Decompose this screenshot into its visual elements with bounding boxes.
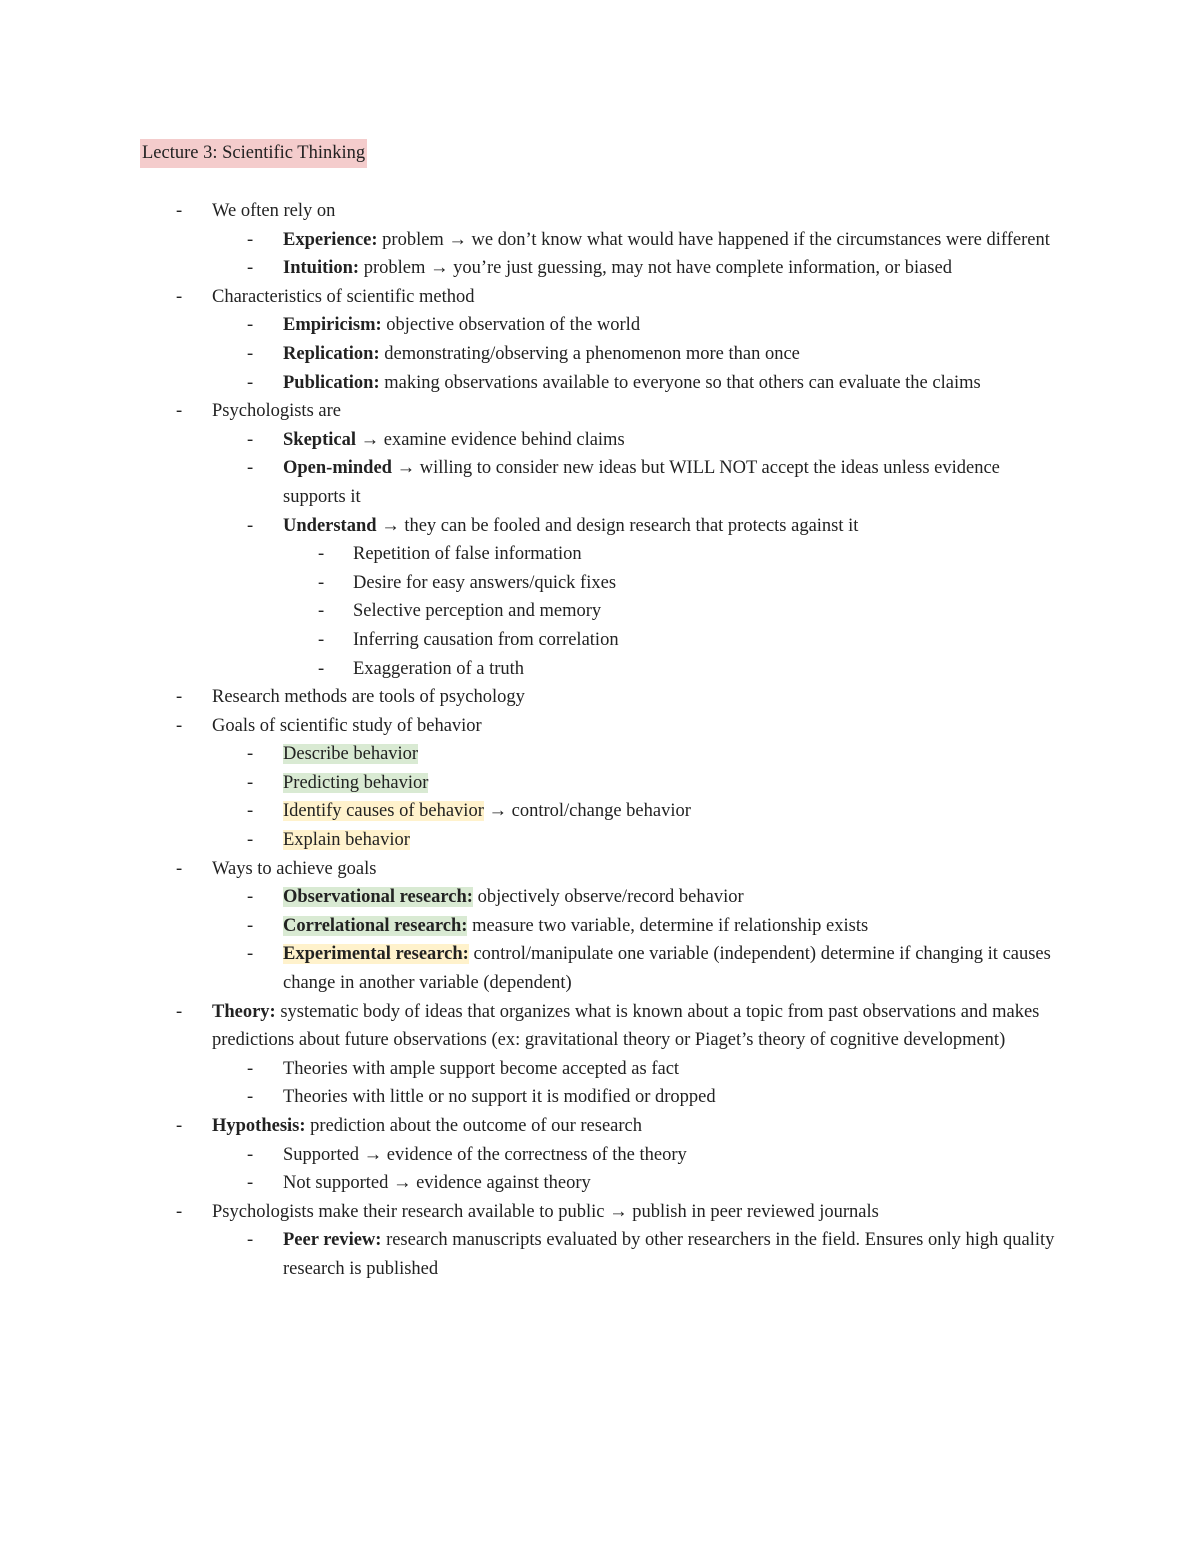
term-label: Observational research:: [283, 887, 473, 908]
bullet-dash: -: [318, 658, 325, 679]
item-text: → examine evidence behind claims: [355, 429, 625, 450]
outline-item-level-2: [0, 1169, 1200, 1198]
term-label: Intuition:: [283, 258, 360, 279]
term-label: Open-minded: [283, 458, 392, 479]
outline-item-level-2: [0, 311, 1200, 340]
outline-item-level-2: [0, 797, 1200, 826]
outline-item-level-1: [0, 998, 1200, 1055]
item-text: Goals of scientific study of behavior: [212, 715, 482, 736]
bullet-dash: -: [247, 887, 254, 908]
outline-item-level-1: [0, 1198, 1200, 1227]
outline-item-level-2: [0, 454, 1200, 511]
item-text: problem → you’re just guessing, may not have complete information, or biased: [359, 258, 952, 279]
highlighted-text: Identify causes of behavior: [283, 801, 484, 822]
item-text: prediction about the outcome of our research: [305, 1116, 643, 1136]
outline-item-level-1: [0, 855, 1200, 884]
outline-item-level-2: [0, 512, 1200, 541]
outline-item-level-2: [0, 1055, 1200, 1084]
item-text: Theories with little or no support it is modified or dropped: [283, 1087, 716, 1108]
item-text: research manuscripts evaluated by other researchers in the field. Ensures only high quality research is published: [283, 1230, 1055, 1279]
item-text: control/manipulate one variable (independent) determine if changing it causes change in another variable (dependent): [283, 944, 1051, 994]
outline-item-level-2: [0, 883, 1200, 912]
bullet-dash: -: [247, 830, 254, 851]
bullet-dash: -: [176, 687, 183, 708]
item-text: Psychologists are: [212, 401, 341, 422]
bullet-dash: -: [247, 772, 254, 793]
outline-item-level-2: [0, 369, 1200, 398]
bullet-dash: -: [318, 572, 325, 593]
outline-item-level-3: [0, 597, 1200, 626]
notes-outline: [0, 197, 1200, 1284]
bullet-dash: -: [247, 258, 254, 279]
bullet-dash: -: [247, 515, 254, 536]
item-text: Inferring causation from correlation: [353, 629, 619, 650]
term-label: Replication:: [283, 343, 380, 364]
bullet-dash: -: [247, 458, 254, 479]
item-text: measure two variable, determine if relationship exists: [467, 915, 869, 936]
highlighted-text: Predicting behavior: [283, 772, 429, 793]
bullet-dash: -: [247, 429, 254, 450]
item-text: Selective perception and memory: [353, 601, 602, 622]
outline-item-level-1: [0, 1112, 1200, 1141]
outline-item-level-2: [0, 1083, 1200, 1112]
outline-item-level-1: [0, 283, 1200, 312]
term-label: Experience:: [283, 229, 378, 250]
bullet-dash: -: [247, 801, 254, 822]
outline-item-level-2: [0, 340, 1200, 369]
bullet-dash: -: [247, 744, 254, 765]
outline-item-level-1: [0, 712, 1200, 741]
item-text: Ways to achieve goals: [212, 858, 377, 879]
outline-item-level-2: [0, 826, 1200, 855]
item-text: Desire for easy answers/quick fixes: [353, 572, 617, 593]
bullet-dash: -: [176, 1201, 183, 1222]
bullet-dash: -: [176, 858, 183, 879]
item-text: → control/change behavior: [483, 801, 691, 822]
item-text: Theories with ample support become accepted as fact: [283, 1058, 680, 1079]
bullet-dash: -: [318, 601, 325, 622]
bullet-dash: -: [318, 629, 325, 650]
bullet-dash: -: [176, 201, 183, 221]
bullet-dash: -: [176, 401, 183, 422]
bullet-dash: -: [176, 715, 183, 736]
bullet-dash: -: [247, 372, 254, 393]
outline-item-level-2: [0, 1141, 1200, 1170]
outline-item-level-2: [0, 740, 1200, 769]
bullet-dash: -: [247, 343, 254, 364]
outline-item-level-2: [0, 940, 1200, 997]
outline-item-level-1: [0, 397, 1200, 426]
item-text: Research methods are tools of psychology: [212, 687, 525, 708]
term-label: Publication:: [283, 372, 380, 393]
term-label: Understand: [283, 515, 377, 536]
outline-item-level-2: [0, 426, 1200, 455]
item-text: Not supported → evidence against theory: [283, 1173, 591, 1194]
term-label: Theory:: [212, 1001, 276, 1022]
bullet-dash: -: [247, 1144, 254, 1165]
item-text: → willing to consider new ideas but WILL NOT accept the ideas unless evidence supports it: [283, 458, 1000, 507]
item-text: Psychologists make their research available to public → publish in peer reviewed journals: [212, 1201, 879, 1222]
bullet-dash: -: [176, 1001, 183, 1022]
bullet-dash: -: [247, 1230, 254, 1251]
page-title: Lecture 3: Scientific Thinking: [140, 139, 367, 168]
term-label: Correlational research:: [283, 915, 468, 936]
bullet-dash: -: [247, 1058, 254, 1079]
outline-item-level-2: [0, 226, 1200, 255]
term-label: Hypothesis:: [212, 1116, 306, 1136]
item-text: making observations available to everyone so that others can evaluate the claims: [379, 372, 981, 393]
item-text: → they can be fooled and design research that protects against it: [376, 515, 859, 536]
bullet-dash: -: [318, 544, 325, 565]
term-label: Peer review:: [283, 1230, 382, 1251]
outline-item-level-3: [0, 655, 1200, 684]
term-label: Experimental research:: [283, 944, 469, 965]
outline-item-level-2: [0, 769, 1200, 798]
bullet-dash: -: [176, 1116, 183, 1136]
bullet-dash: -: [247, 1087, 254, 1108]
outline-item-level-3: [0, 569, 1200, 598]
highlighted-text: Describe behavior: [283, 744, 419, 765]
bullet-dash: -: [247, 944, 254, 965]
outline-item-level-2: [0, 1226, 1200, 1283]
outline-item-level-2: [0, 912, 1200, 941]
item-text: objectively observe/record behavior: [472, 887, 744, 908]
outline-item-level-1: [0, 197, 1200, 226]
bullet-dash: -: [247, 315, 254, 336]
item-text: Supported → evidence of the correctness of the theory: [283, 1144, 687, 1165]
item-text: We often rely on: [212, 201, 336, 221]
item-text: problem → we don’t know what would have happened if the circumstances were different: [377, 229, 1050, 250]
outline-item-level-1: [0, 683, 1200, 712]
item-text: Repetition of false information: [353, 544, 582, 565]
item-text: Exaggeration of a truth: [353, 658, 525, 679]
highlighted-text: Explain behavior: [283, 830, 410, 851]
item-text: objective observation of the world: [381, 315, 641, 336]
term-label: Empiricism:: [283, 315, 382, 336]
bullet-dash: -: [176, 286, 183, 307]
outline-item-level-2: [0, 254, 1200, 283]
outline-item-level-3: [0, 626, 1200, 655]
bullet-dash: -: [247, 915, 254, 936]
term-label: Skeptical: [283, 429, 356, 450]
bullet-dash: -: [247, 1173, 254, 1194]
bullet-dash: -: [247, 229, 254, 250]
item-text: systematic body of ideas that organizes what is known about a topic from past observations and makes predictions about future observations (ex: gravitational theory or Piaget’s theory of cognitive development): [212, 1001, 1040, 1051]
outline-item-level-3: [0, 540, 1200, 569]
item-text: demonstrating/observing a phenomenon more than once: [379, 343, 800, 364]
item-text: Characteristics of scientific method: [212, 286, 475, 307]
